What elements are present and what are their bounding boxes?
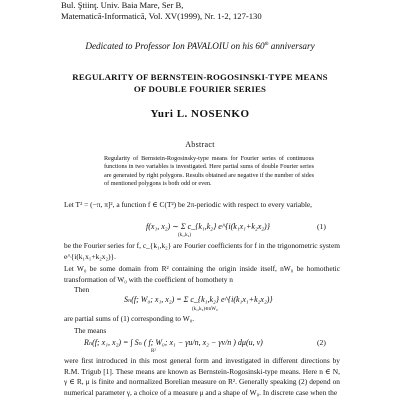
- equation-3: Rₙ(f; x₁, x₂) = ∫ Sₙ ( f; W₀; x₁ − γu/n, x₂ − γv/n ) dμ(u, v): [84, 338, 263, 347]
- equation-1: f(x₁, x₂) ∼ Σ c_{k₁,k₂} e^{i(k₁x₁+k₂x₂)}: [146, 222, 270, 231]
- body-the-means: The means: [74, 326, 107, 335]
- abstract-heading: Abstract: [185, 140, 215, 149]
- dedication-text: Dedicated to Professor Ion PAVALOIU on his 60: [85, 41, 265, 51]
- dedication-sup: th: [264, 41, 269, 47]
- body-paragraph-4: are partial sums of (1) corresponding to W₀.: [64, 314, 195, 323]
- abstract-text: Regularity of Bernstein-Rogosinsky-type means for Fourier series of continuous functions in two variables is investigated. Here partial sums of double Fourier series are generated by right polygons. Results obtained are negative if the number of sides of mentioned polygons is both odd or even.: [104, 155, 314, 188]
- body-paragraph-3: Let W₀ be some domain from R² containing the origin inside itself, nW₀ be homothetic transformation of W₀ with the coefficient of homothety n: [64, 264, 340, 284]
- equation-2: Sₙ(f; W₀; x₁, x₂) = Σ c_{k₁,k₂} e^{i(k₁x₁+k₂x₂)}: [124, 295, 273, 304]
- equation-3-subscript: R²: [151, 349, 156, 354]
- journal-header-line2: Matematică-Informatică, Vol. XV(1999), Nr. 1-2, 127-130: [61, 11, 262, 21]
- equation-1-number: (1): [317, 222, 326, 231]
- dedication: [0, 41, 400, 51]
- body-paragraph-6: were first introduced in this most general form and investigated in different directions by R.M. Trigub [1]. These means are known as Bernstein-Rogosinski-type means. Here n ∈ N, γ ∈ R, μ is finite and normalized Borelian measure on R². Generally speaking (2) depend on numerical parameter γ, a choice of a measure μ and a shape of W₀. In discrete case when the: [64, 356, 340, 397]
- paper-title-line1: REGULARITY OF BERNSTEIN-ROGOSINSKI-TYPE MEANS: [72, 72, 328, 82]
- journal-header-line1: Bul. Ştiinţ. Univ. Baia Mare, Ser B,: [61, 0, 184, 10]
- dedication-tail: anniversary: [268, 41, 315, 51]
- equation-2-subscript: (k₁,k₂)∈nW₀: [192, 307, 218, 312]
- equation-3-number: (2): [317, 338, 326, 347]
- body-paragraph-1: Let T² = (−π, π]², a function f ∈ C(T²) be 2π-periodic with respect to every variable,: [64, 200, 313, 209]
- author-name: Yuri L. NOSENKO: [150, 108, 250, 120]
- body-then: Then: [74, 285, 90, 294]
- equation-1-subscript: (k₁,k₂): [178, 233, 192, 238]
- body-paragraph-2: be the Fourier series for f, c_{k₁,k₂} are Fourier coefficients for f in the trigonometric system e^{i(k₁x₁+k₂x₂)}.: [64, 241, 340, 261]
- paper-title-line2: OF DOUBLE FOURIER SERIES: [133, 84, 267, 94]
